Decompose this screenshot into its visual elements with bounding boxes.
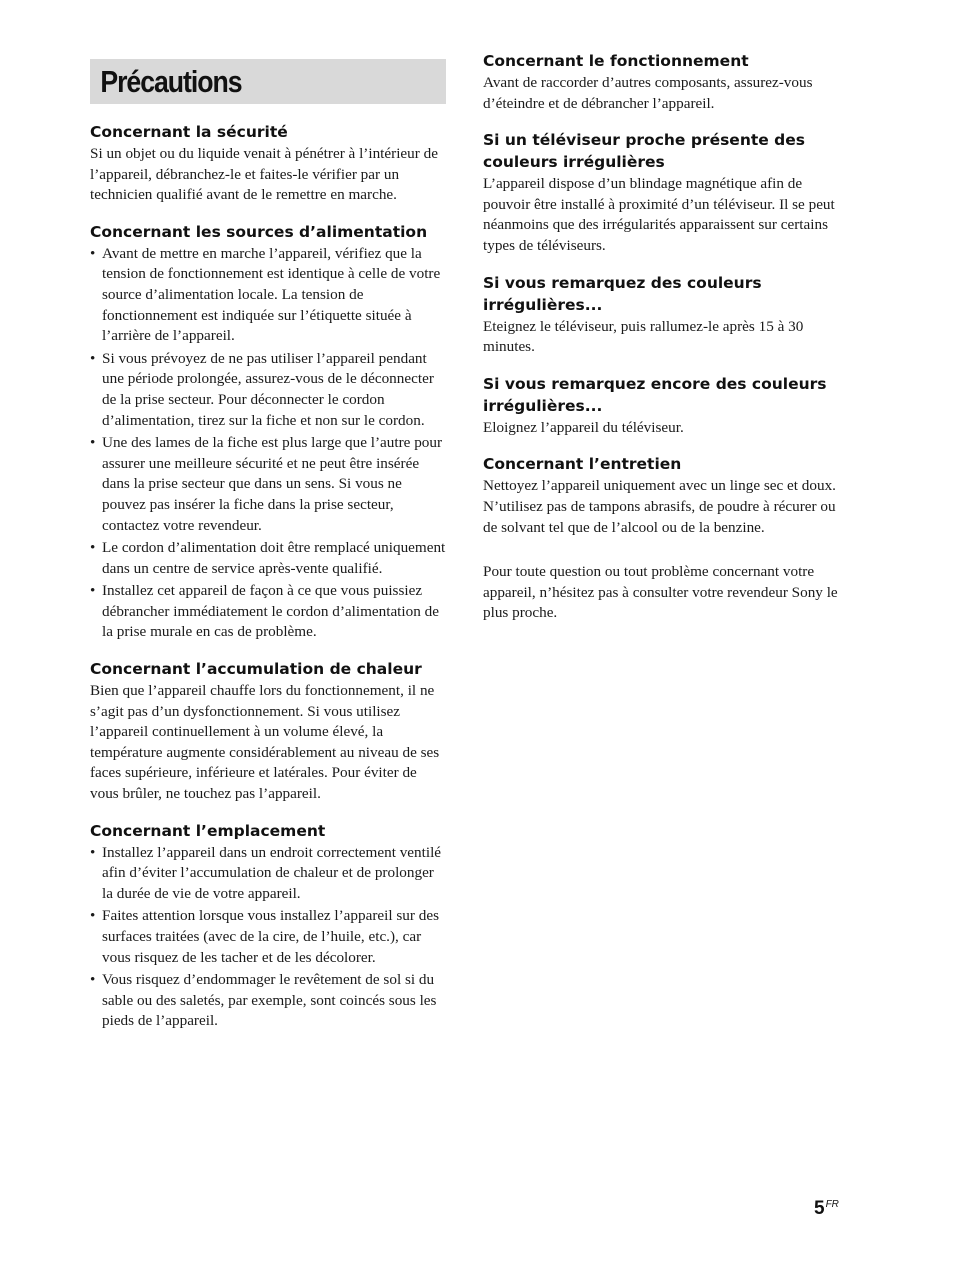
list-item: • Installez cet appareil de façon à ce que vous puissiez débrancher immédiatement le cordon d’alimentation de la prise murale en cas de problème. [90, 581, 446, 643]
page-number [814, 1198, 839, 1220]
list-item: • Faites attention lorsque vous installez l’appareil sur des surfaces traitées (avec de la cire, de l’huile, etc.), car vous risquez de les tacher et de les décolorer. [90, 906, 446, 968]
heading-couleurs-encore: Si vous remarquez encore des couleurs irrégulières... [483, 374, 827, 415]
heading-entretien: Concernant l’entretien [483, 455, 682, 474]
list-item: • Vous risquez d’endommager le revêtement de sol si du sable ou des saletés, par exemple, sont coincés sous les pieds de l’appareil. [90, 970, 446, 1032]
section-chaleur [90, 658, 446, 805]
heading-televiseur: Si un téléviseur proche présente des couleurs irrégulières [483, 131, 806, 172]
text-televiseur: L’appareil dispose d’un blindage magnétique afin de pouvoir être installé à proximité d’un téléviseur. Il se peut néanmoins que des irrégularités apparaissent sur certains types de téléviseurs. [483, 175, 835, 254]
section-couleurs [483, 272, 839, 358]
closing-note: Pour toute question ou tout problème concernant votre appareil, n’hésitez pas à consulter votre revendeur Sony le plus proche. [483, 563, 838, 622]
list-emplacement [90, 843, 446, 1032]
text-chaleur: Bien que l’appareil chauffe lors du fonctionnement, il ne s’agit pas d’un dysfonctionnement. Si vous utilisez l’appareil continuellement à un volume élevé, la température augmente considérablement au niveau de ses faces supérieure, inférieure et latérales. Pour éviter de vous brûler, ne touchez pas l’appareil. [90, 682, 440, 803]
list-item: • Si vous prévoyez de ne pas utiliser l’appareil pendant une période prolongée, assurez-vous de le déconnecter de la prise secteur. Pour déconnecter le cordon d’alimentation, tirez sur la fiche et non sur le cordon. [90, 349, 446, 431]
heading-alimentation: Concernant les sources d’alimentation [90, 222, 428, 241]
right-column [483, 50, 839, 624]
text-couleurs: Eteignez le téléviseur, puis rallumez-le après 15 à 30 minutes. [483, 317, 804, 356]
heading-couleurs: Si vous remarquez des couleurs irrégulières... [483, 273, 762, 314]
text-couleurs-encore: Eloignez l’appareil du téléviseur. [483, 418, 684, 436]
section-fonctionnement [483, 50, 839, 114]
page-number-value: 5 [814, 1198, 825, 1219]
list-alimentation [90, 244, 446, 643]
list-item: • Une des lames de la fiche est plus large que l’autre pour assurer une meilleure sécurité et ne peut être insérée dans la prise secteur que dans un sens. Si vous ne pouvez pas insérer la fiche dans la prise secteur, contactez votre revendeur. [90, 433, 446, 536]
page-language: FR [825, 1199, 839, 1210]
section-alimentation [90, 221, 446, 643]
section-couleurs-encore [483, 373, 839, 439]
title-banner [90, 59, 446, 104]
list-item: • Le cordon d’alimentation doit être remplacé uniquement dans un centre de service après-vente qualifié. [90, 538, 446, 579]
list-item: • Installez l’appareil dans un endroit correctement ventilé afin d’éviter l’accumulation de chaleur et de prolonger la durée de vie de votre appareil. [90, 843, 446, 905]
heading-chaleur: Concernant l’accumulation de chaleur [90, 660, 422, 679]
section-entretien [483, 453, 839, 538]
section-emplacement [90, 820, 446, 1032]
section-televiseur [483, 129, 839, 256]
heading-emplacement: Concernant l’emplacement [90, 821, 326, 840]
list-item: • Avant de mettre en marche l’appareil, vérifiez que la tension de fonctionnement est identique à celle de votre source d’alimentation locale. La tension de fonctionnement est indiquée sur l’étiquette située à l’arrière de l’appareil. [90, 244, 446, 347]
page-title: Précautions [100, 64, 242, 99]
text-securite: Si un objet ou du liquide venait à pénétrer à l’intérieur de l’appareil, débranchez-le et faites-le vérifier par un technicien qualifié avant de le remettre en marche. [90, 145, 438, 204]
heading-securite: Concernant la sécurité [90, 123, 288, 141]
section-securite [90, 121, 446, 206]
heading-fonctionnement: Concernant le fonctionnement [483, 52, 749, 70]
text-fonctionnement: Avant de raccorder d’autres composants, assurez-vous d’éteindre et de débrancher l’appareil. [483, 74, 813, 112]
text-entretien: Nettoyez l’appareil uniquement avec un linge sec et doux. N’utilisez pas de tampons abrasifs, de poudre à récurer ou de solvant tel que de l’alcool ou de la benzine. [483, 477, 836, 536]
left-column [90, 121, 446, 1047]
